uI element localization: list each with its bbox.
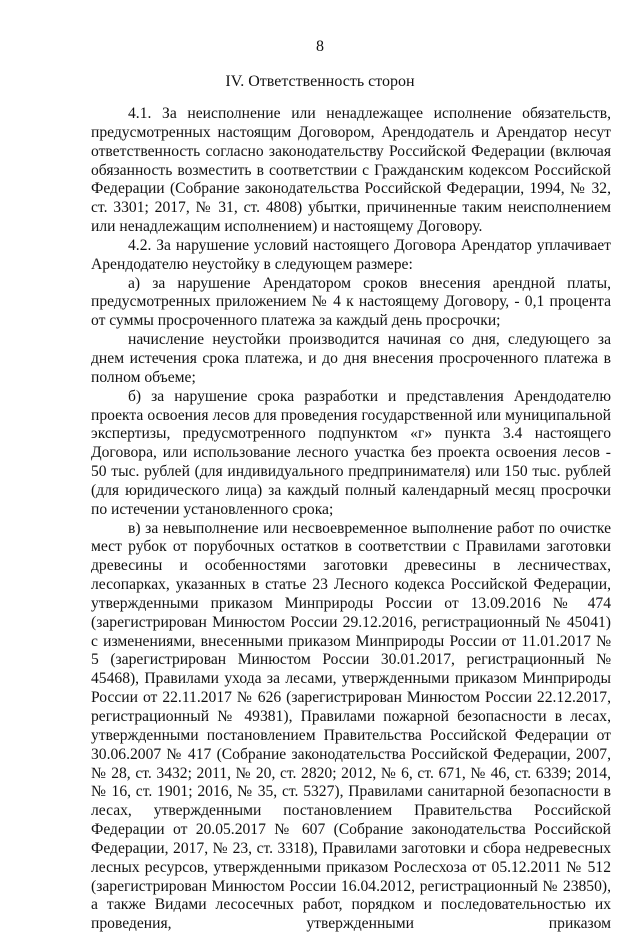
paragraph-4-1: 4.1. За неисполнение или ненадлежащее исполнение обязательств, предусмотренных настоящим Договором, Арендодатель и Арендатор несут ответственность согласно законодательству Российской Федерации (включая обязанность возместить в соответствии с Гражданским кодексом Российской Федерации (Собрание законодательства Российской Федерации, 1994, № 32, ст. 3301; 2017, № 31, ст. 4808) убытки, причиненные таким неисполнением или ненадлежащим исполнением) и настоящему Договору. xyxy=(91,105,611,236)
document-body xyxy=(91,105,611,934)
section-title: IV. Ответственность сторон xyxy=(225,73,415,90)
paragraph-4-2-b: б) за нарушение срока разработки и представления Арендодателю проекта освоения лесов для проведения государственной или муниципальной экспертизы, предусмотренного подпунктом «г» пункта 3.4 настоящего Договора, или использование лесного участка без проекта освоения лесов - 50 тыс. рублей (для индивидуального предпринимателя) или 150 тыс. рублей (для юридического лица) за каждый полный календарный месяц просрочки по истечении установленного срока; xyxy=(91,387,611,518)
paragraph-4-2-a-note: начисление неустойки производится начиная со дня, следующего за днем истечения срока платежа, и до дня внесения просроченного платежа в полном объеме; xyxy=(91,331,611,386)
paragraph-4-2-a: а) за нарушение Арендатором сроков внесения арендной платы, предусмотренных приложением № 4 к настоящему Договору, - 0,1 процента от суммы просроченного платежа за каждый день просрочки; xyxy=(91,274,611,330)
paragraph-4-2: 4.2. За нарушение условий настоящего Договора Арендатор уплачивает Арендодателю неустойку в следующем размере: xyxy=(91,236,611,273)
paragraph-4-2-v: в) за невыполнение или несвоевременное выполнение работ по очистке мест рубок от порубочных остатков в соответствии с Правилами заготовки древесины и особенностями заготовки древесины в лесничествах, лесопарках, указанных в статье 23 Лесного кодекса Российской Федерации, утвержденными приказом Минприроды России от 13.09.2016 № 474 (зарегистрирован Минюстом России 29.12.2016, регистрационный № 45041) с изменениями, внесенными приказом Минприроды России от 11.01.2017 № 5 (зарегистрирован Минюстом России 30.01.2017, регистрационный № 45468), Правилами ухода за лесами, утвержденными приказом Минприроды России от 22.11.2017 № 626 (зарегистрирован Минюстом России 22.12.2017, регистрационный № 49381), Правилами пожарной безопасности в лесах, утвержденными постановлением Правительства Российской Федерации от 30.06.2007 № 417 (Собрание законодательства Российской Федерации, 2007, № 28, ст. 3432; 2011, № 20, ст. 2820; 2012, № 6, ст. 671, № 46, ст. 6339; 2014, № 16, ст. 1901; 2016, № 35, ст. 5327), Правилами санитарной безопасности в лесах, утвержденными постановлением Правительства Российской Федерации от 20.05.2017 № 607 (Собрание законодательства Российской Федерации, 2017, № 23, ст. 3318), Правилами заготовки и сбора недревесных лесных ресурсов, утвержденными приказом Рослесхоза от 05.12.2011 № 512 (зарегистрирован Минюстом России 16.04.2012, регистрационный № 23850), а также Видами лесосечных работ, порядком и последовательностью их проведения, утвержденными приказом xyxy=(91,519,611,933)
page-number: 8 xyxy=(316,38,324,55)
